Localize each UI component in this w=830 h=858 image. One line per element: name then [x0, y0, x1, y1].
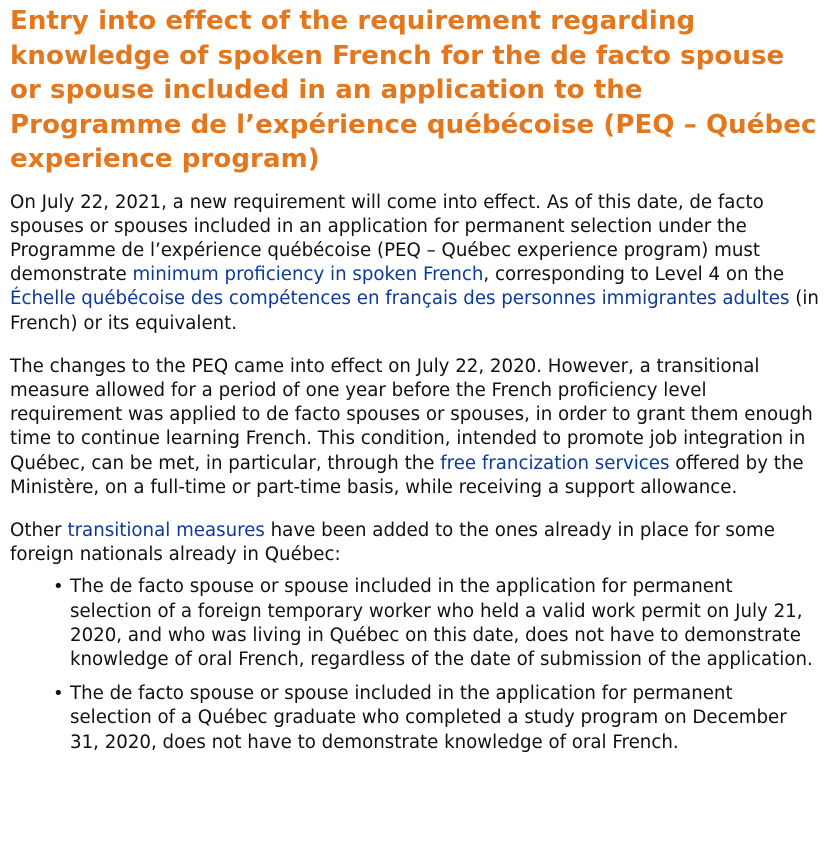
bullet-icon: •: [53, 576, 64, 598]
francization-services-link[interactable]: free francization services: [440, 452, 670, 474]
list-item-text: The de facto spouse or spouse included in the application for permanent selection of a Québec graduate who completed a study program on December 31, 2020, does not have to demonstrate knowledge of oral French.: [70, 683, 787, 753]
list-item-text: The de facto spouse or spouse included in the application for permanent selection of a foreign temporary worker who held a valid work permit on July 21, 2020, and who was living in Québec on this date, does not have to demonstrate knowledge of oral French, regardless of the date of submission of the application.: [70, 576, 813, 670]
changes-paragraph: [10, 355, 820, 500]
transitional-text-1: Other: [10, 519, 68, 541]
echelle-quebecoise-link[interactable]: Échelle québécoise des compétences en français des personnes immigrantes adultes: [10, 288, 790, 310]
changes-text-1: The changes to the PEQ came into effect on July 22, 2020. However, a transitional measure allowed for a period of one year before the French proficiency level requirement was applied to de facto spouses or spouses, in order to grant them enough time to continue learning French. This condition, intended to promote job integration in Québec, can be met, in particular, through the: [10, 355, 813, 474]
page-title: Entry into effect of the requirement regarding knowledge of spoken French for the de facto spouse or spouse included in an application to the Programme de l’expérience québécoise (PEQ – Québec experience program): [10, 6, 817, 174]
intro-text-1: On July 22, 2021, a new requirement will come into effect. As of this date, de facto spouses or spouses included in an application for permanent selection under the Programme de l’expérience québécoise (PEQ – Québec experience program) must demonstrate: [10, 191, 764, 286]
transitional-text-2: have been added to the ones already in place for some foreign nationals already in Québec:: [10, 519, 775, 566]
bullet-icon: •: [53, 683, 64, 705]
transitional-paragraph: [10, 519, 820, 567]
transitional-measures-link[interactable]: transitional measures: [67, 519, 265, 541]
changes-text-2: offered by the Ministère, on a full-time or part-time basis, while receiving a support allowance.: [10, 452, 804, 498]
spoken-french-proficiency-link[interactable]: minimum proficiency in spoken French: [132, 264, 484, 286]
list-item: [53, 682, 820, 755]
intro-text-3: (in French) or its equivalent.: [10, 288, 819, 334]
intro-paragraph: [10, 191, 820, 336]
measures-list: [10, 575, 820, 754]
intro-text-2: , corresponding to Level 4 on the: [483, 264, 785, 286]
list-item: [53, 575, 820, 672]
